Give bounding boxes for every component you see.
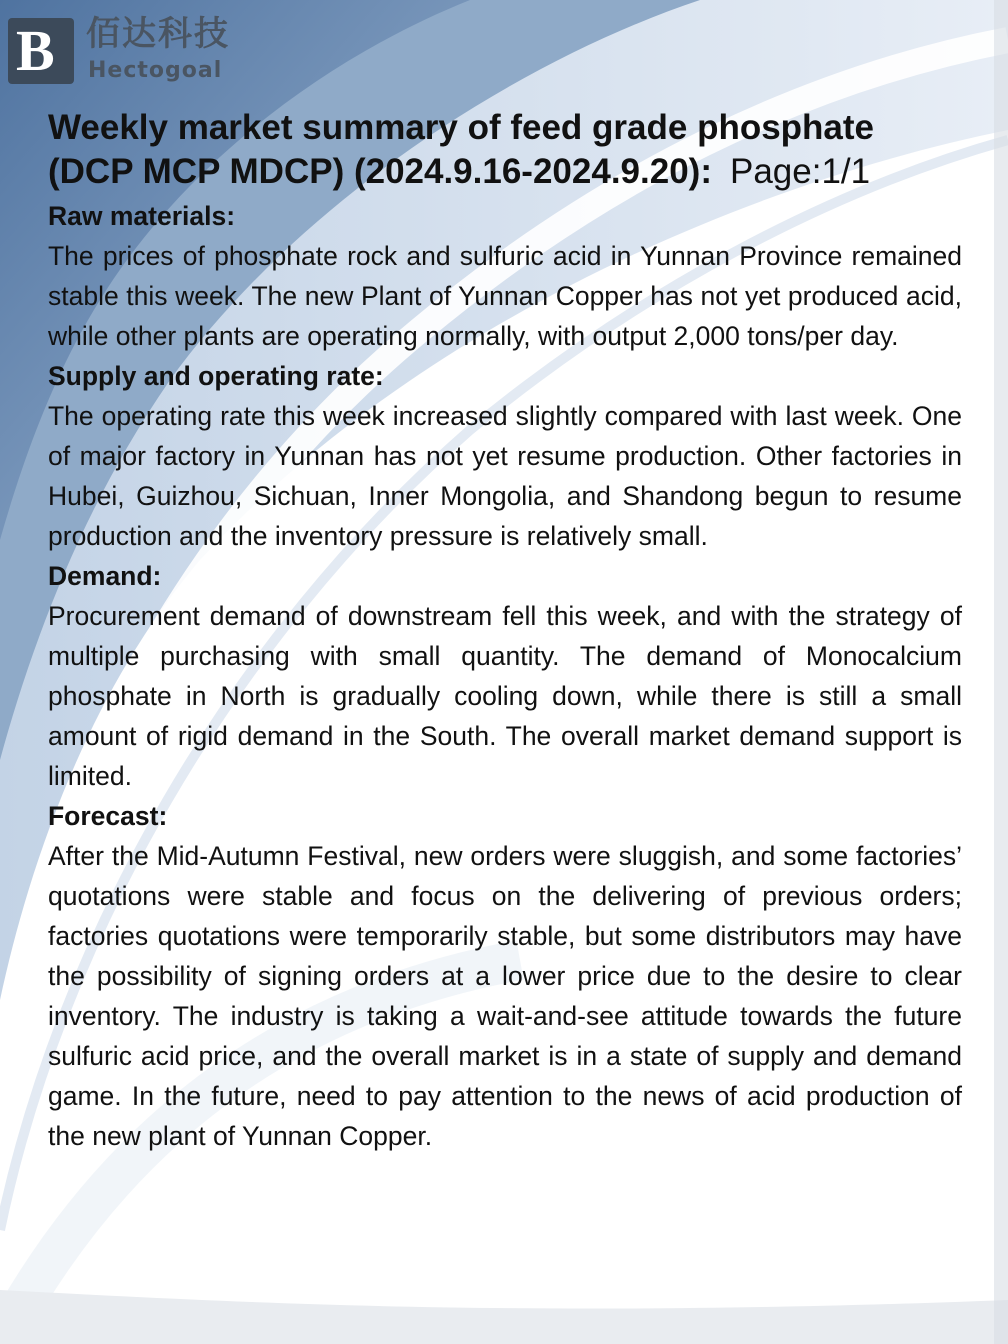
logo-name-cn: 佰达科技 (86, 14, 230, 54)
logo-letter: B (16, 18, 55, 83)
section-body-supply: The operating rate this week increased slightly compared with last week. One of major factory in Yunnan has not yet resume production. Other factories in Hubei, Guizhou, Sichuan, Inner Mongolia, and Shandong begun to resume production and the inventory pressure is relatively small. (48, 401, 962, 551)
logo-mark (8, 18, 74, 84)
section-body-raw-materials: The prices of phosphate rock and sulfuric acid in Yunnan Province remained stable this week. The new Plant of Yunnan Copper has not yet produced acid, while other plants are operating normally, with output 2,000 tons/per day. (48, 241, 962, 351)
report-content (48, 106, 962, 1156)
section-body-forecast: After the Mid-Autumn Festival, new orders were sluggish, and some factories’ quotations were stable and focus on the delivering of previous orders; factories quotations were temporarily stable, but some distributors may have the possibility of signing orders at a lower price due to the desire to clear inventory. The industry is taking a wait-and-see attitude towards the future sulfuric acid price, and the overall market is in a state of supply and demand game. In the future, need to pay attention to the news of acid production of the new plant of Yunnan Copper. (48, 841, 962, 1151)
section-heading-supply: Supply and operating rate: (48, 361, 384, 391)
section-heading-raw-materials: Raw materials: (48, 201, 236, 231)
page-indicator: Page:1/1 (729, 152, 871, 191)
section-body-demand: Procurement demand of downstream fell this week, and with the strategy of multiple purchasing with small quantity. The demand of Monocalcium phosphate in North is gradually cooling down, while there is still a small amount of rigid demand in the South. The overall market demand support is limited. (48, 601, 962, 791)
section-heading-demand: Demand: (48, 561, 162, 591)
report-title (48, 106, 962, 194)
title-text: Weekly market summary of feed grade phosphate (DCP MCP MDCP) (2024.9.16-2024.9.20): (48, 108, 875, 191)
company-logo (8, 14, 268, 86)
section-heading-forecast: Forecast: (48, 801, 168, 831)
logo-name-en: Hectogoal (88, 58, 223, 83)
